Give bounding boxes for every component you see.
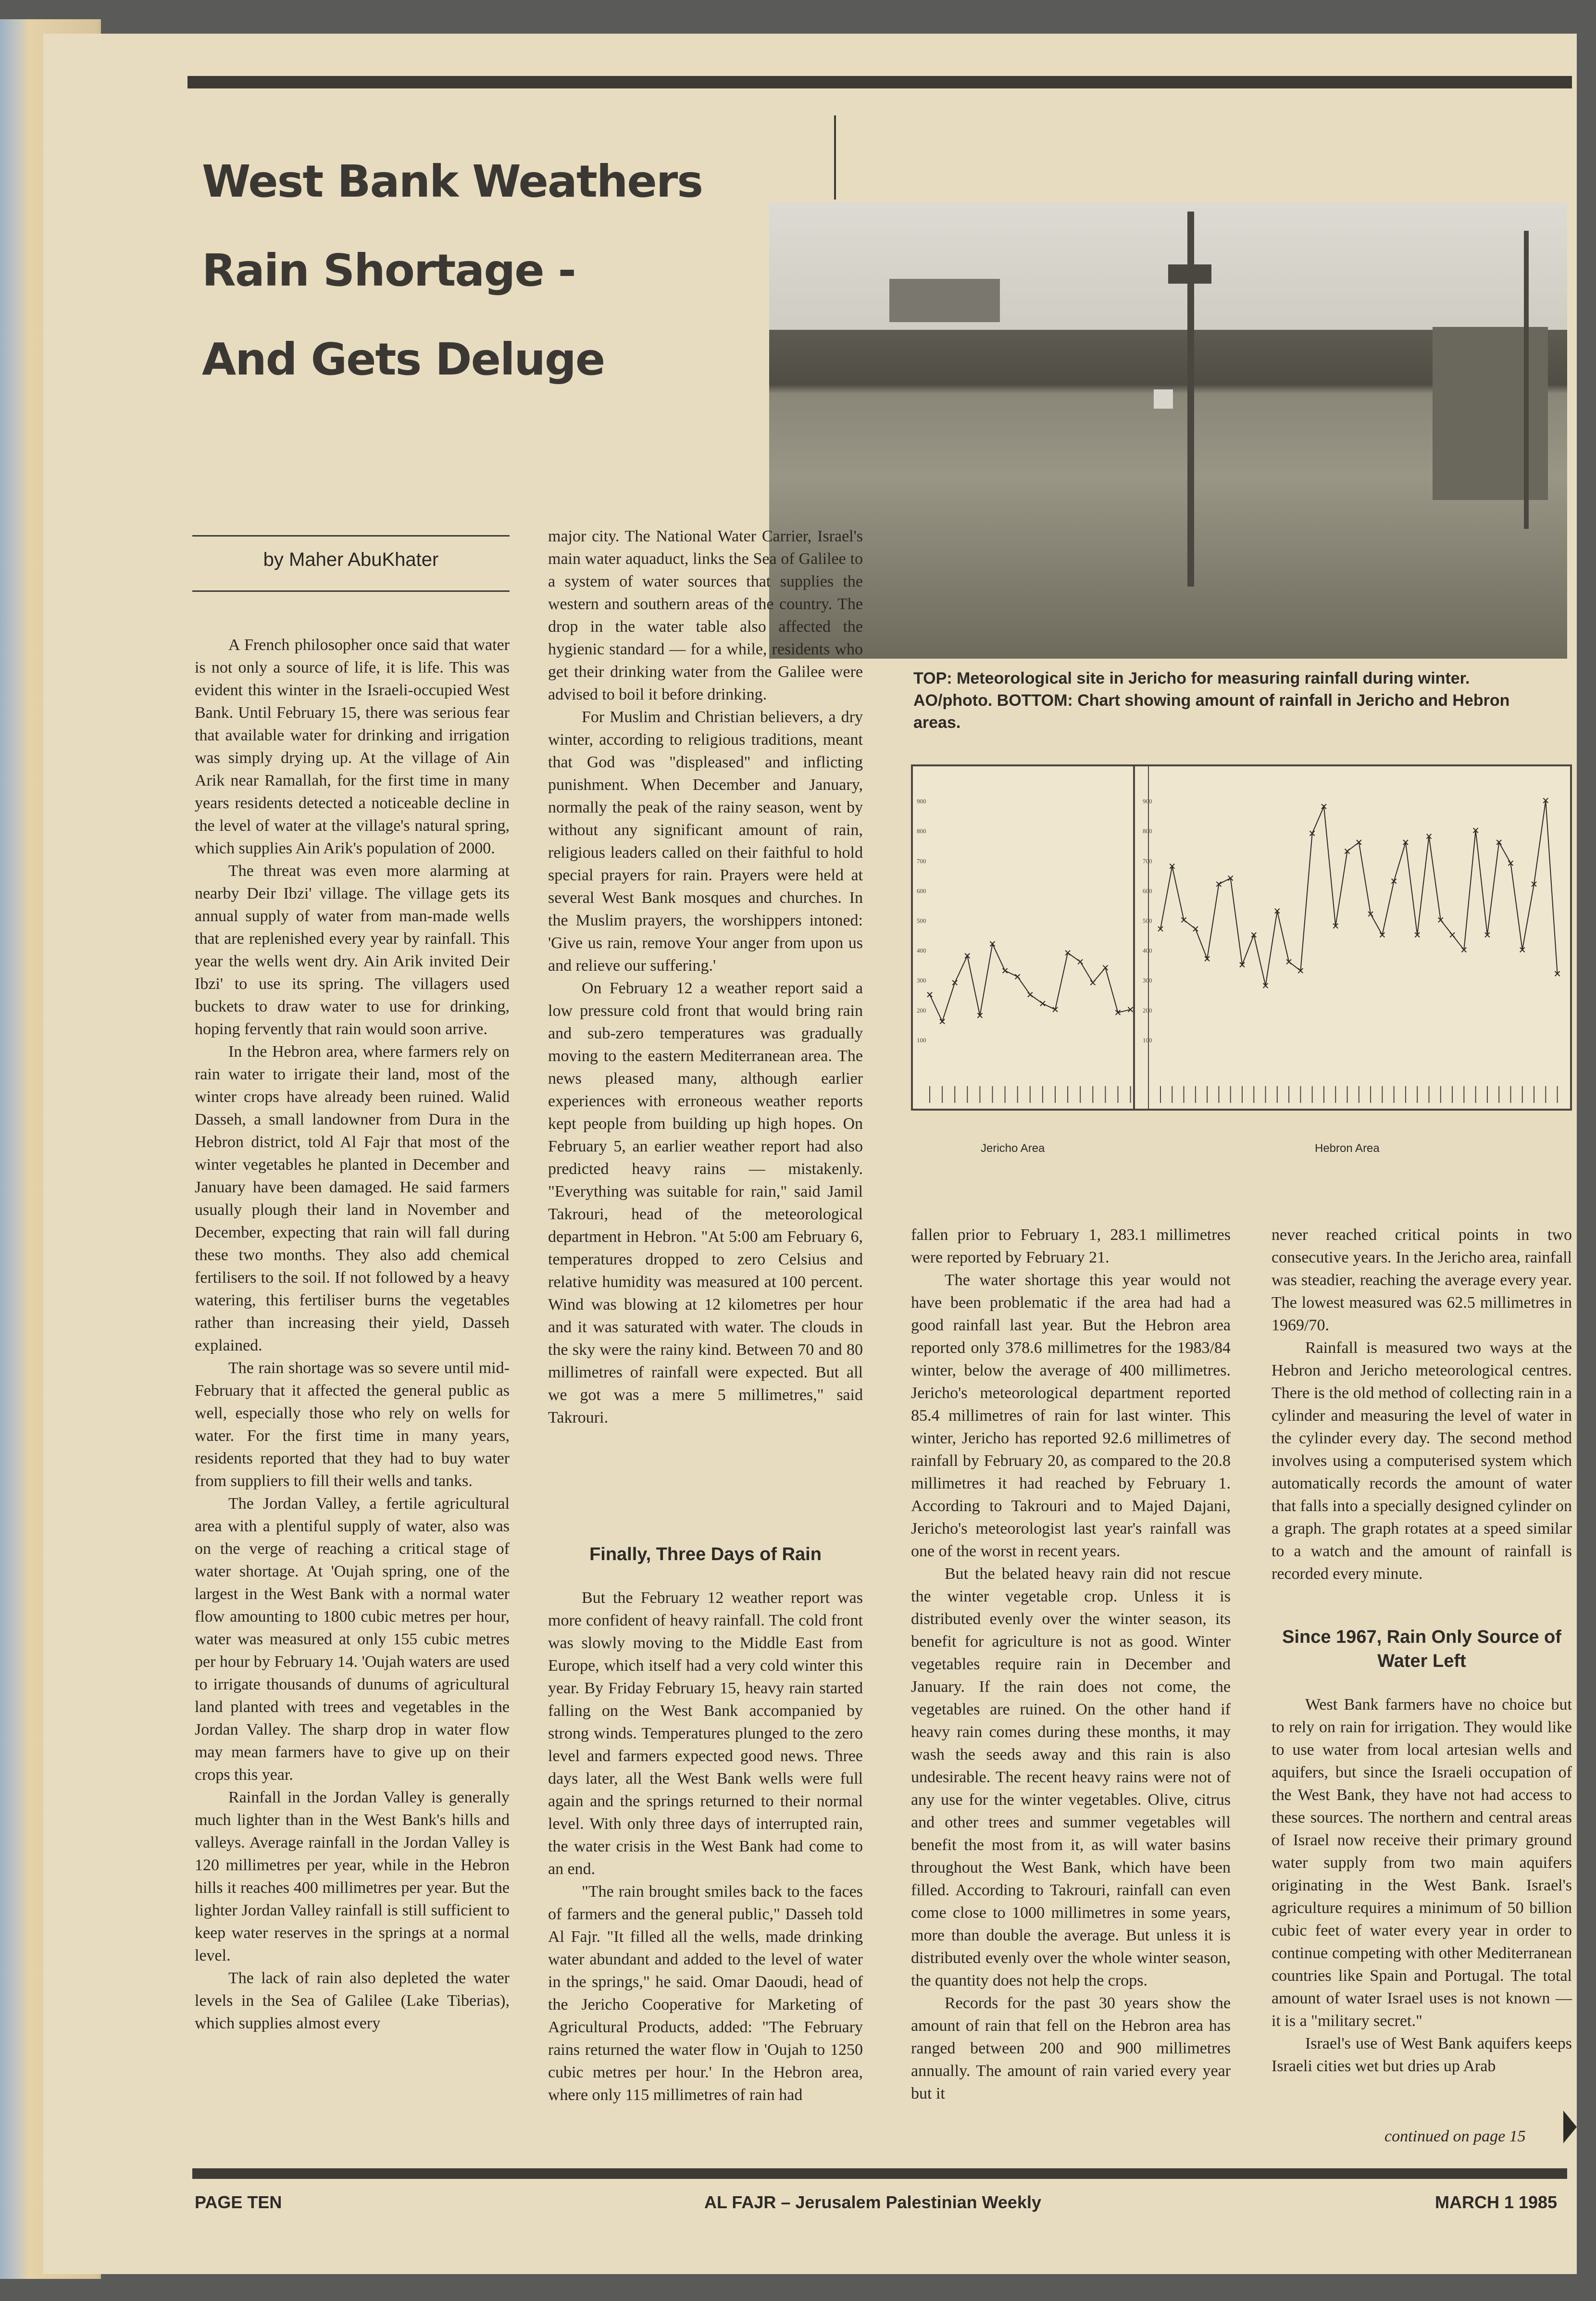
article-column-4-bottom	[1272, 1693, 1572, 2077]
paragraph: The rain shortage was so severe until mid-February that it affected the general public as well, especially those who rely on wells for water. For the first time in many years, residents reported that they had to buy water from suppliers to fill their wells and tanks.	[195, 1359, 510, 1490]
y-tick-label: 500	[917, 917, 926, 925]
paragraph: For Muslim and Christian believers, a dry winter, according to religious traditions, meant that God was "displeased" and inflicting punishment. When December and January, normally the peak of the rainy season, went by without any significant amount of rain, religious leaders called on their faithful to hold special prayers for rain. Prayers were held at several West Bank mosques and churches. In the Muslim prayers, the worshippers intoned: 'Give us rain, remove Your anger from upon us and relieve our suffering.'	[548, 708, 863, 975]
paragraph: On February 12 a weather report said a low pressure cold front that would bring rain and sub-zero temperatures was gradually moving to the eastern Mediterranean area. The news pleased many, although earlier experiences with erroneous weather reports kept people from building up high hopes. On February 5, an earlier weather report had also predicted heavy rains — mistakenly. "Everything was suitable for rain," said Jamil Takrouri, head of the meteorological department in Hebron. "At 5:00 am February 6, temperatures dropped to zero Celsius and relative humidity was measured at 100 percent. Wind was blowing at 12 kilometres per hour and it was saturated with water. The clouds in the sky were the rainy kind. Between 70 and 80 millimetres of rainfall were expected. But all we got was a mere 5 millimetres," said Takrouri.	[548, 979, 863, 1426]
footer-page-number: PAGE TEN	[195, 2192, 282, 2212]
jericho-point	[1090, 980, 1095, 985]
y-tick-label: 200	[917, 1006, 926, 1014]
y-tick-label: 300	[1143, 976, 1152, 984]
meteorological-site-photo	[769, 202, 1567, 659]
y-tick-label: 700	[1143, 857, 1152, 865]
jericho-point	[927, 992, 932, 997]
paragraph: major city. The National Water Carrier, Israel's main water aquaduct, links the Sea of Galilee to a system of water sources that supplies the western and southern areas of the country. The drop in the water table also affected the hygienic standard — for a while, residents who get their drinking water from the Galilee were advised to boil it before drinking.	[548, 527, 863, 703]
y-tick-label: 800	[1143, 827, 1152, 835]
article-column-2-top	[548, 525, 863, 1429]
paragraph: In the Hebron area, where farmers rely on rain water to irrigate their land, most of the winter crops have already been ruined. Walid Dasseh, a small landowner from Dura in the Hebron district, told Al Fajr that most of the winter vegetables he planted in December and January have been damaged. He said farmers usually plough their land in November and December, expecting that rain will fall during these two months. They also add chemical fertilisers to the soil. If not followed by a heavy watering, this fertiliser burns the vegetables rather than increasing their yield, Dasseh explained.	[195, 1043, 510, 1354]
jericho-point	[1078, 959, 1083, 964]
continued-note: continued on page 15	[1384, 2127, 1526, 2145]
hebron-series-line	[1160, 800, 1558, 986]
paragraph: Rainfall is measured two ways at the Hebron and Jericho meteorological centres. There is the old method of collecting rain in a cylinder and measuring the level of water in the cylinder every day. The second method involves using a computerised system which automatically records the amount of water that falls into a specially designed cylinder on a graph. The graph rotates at a speed similar to a watch and the amount of rainfall is recorded every minute.	[1272, 1339, 1572, 1583]
y-tick-label: 600	[917, 887, 926, 895]
paragraph: The Jordan Valley, a fertile agricultural area with a plentiful supply of water, also was on the verge of reaching a critical stage of water shortage. At 'Oujah spring, one of the largest in the West Bank with a normal water flow amounting to 1800 cubic metres per hour, water was measured at only 155 cubic metres per hour by February 14. 'Oujah waters are used to irrigate thousands of dunums of agricultural land planted with trees and vegetables in the Jordan Valley. The sharp drop in water flow may mean farmers have to give up on their crops this year.	[195, 1495, 510, 1784]
footer-date: MARCH 1 1985	[1435, 2192, 1558, 2212]
y-tick-label: 900	[1143, 798, 1152, 805]
y-tick-label: 200	[1143, 1006, 1152, 1014]
top-rule	[187, 76, 1572, 88]
headline-line-2: Rain Shortage -	[202, 245, 575, 296]
jericho-series-line	[930, 944, 1131, 1021]
article-column-1	[195, 634, 510, 2035]
y-tick-label: 800	[917, 827, 926, 835]
article-column-3	[911, 1224, 1231, 2105]
headline-line-3: And Gets Deluge	[202, 334, 605, 385]
jericho-point	[952, 980, 957, 985]
y-tick-label: 100	[1143, 1036, 1152, 1044]
paragraph: never reached critical points in two consecutive years. In the Jericho area, rainfall was steadier, reaching the average every year. The lowest measured was 62.5 millimetres in 1969/70.	[1272, 1226, 1572, 1334]
paragraph: fallen prior to February 1, 283.1 millimetres were reported by February 21.	[911, 1226, 1231, 1266]
footer-publication: AL FAJR – Jerusalem Palestinian Weekly	[704, 2192, 1041, 2212]
paragraph: Israel's use of West Bank aquifers keeps Israeli cities wet but dries up Arab	[1272, 2035, 1572, 2075]
continue-arrow-icon	[1563, 2111, 1577, 2143]
paragraph: But the belated heavy rain did not rescue the winter vegetable crop. Unless it is distributed evenly over the winter season, its benefit for agriculture is not as good. Winter vegetables require rain in December and January. If the rain does not come, the vegetables are ruined. On the other hand if heavy rain comes during these months, it may wash the seeds away and this rain is also undesirable. The recent heavy rains were not of any use for the winter vegetables. Olive, citrus and other trees and summer vegetables will benefit the most from it, as will water basins throughout the West Bank, which have been filled. According to Takrouri, rainfall can even come close to 1000 millimetres in some years, more than double the average. But unless it is distributed evenly over the whole winter season, the quantity does not help the crops.	[911, 1565, 1231, 1989]
paragraph: Records for the past 30 years show the amount of rain that fell on the Hebron area has ranged between 200 and 900 millimetres annually. The amount of rain varied every year but it	[911, 1994, 1231, 2102]
subhead-finally: Finally, Three Days of Rain	[589, 1544, 822, 1564]
hebron-point	[1193, 926, 1198, 931]
hebron-panel-label: Hebron Area	[1315, 1142, 1380, 1155]
paragraph: The water shortage this year would not have been problematic if the area had had a good rainfall last year. But the Hebron area reported only 378.6 millimetres for the 1983/84 winter, below the average of 400 millimetres. Jericho's meteorological department reported 85.4 millimetres of rain for last winter. This winter, Jericho has reported 92.6 millimetres of rainfall by February 20, as compared to the 20.8 millimetres it had reached by February 1. According to Takrouri and to Majed Dajani, Jericho's meteorologist last year's rainfall was one of the worst in recent years.	[911, 1271, 1231, 1560]
jericho-point	[940, 1019, 945, 1024]
jericho-panel-label: Jericho Area	[981, 1142, 1045, 1155]
headline-divider	[834, 115, 836, 200]
headline-line-1: West Bank Weathers	[202, 156, 702, 207]
headline	[202, 137, 841, 404]
y-tick-label: 100	[917, 1036, 926, 1044]
rainfall-chart	[911, 764, 1572, 1111]
y-tick-label: 400	[917, 947, 926, 954]
article-column-2-bottom	[548, 1587, 863, 2106]
y-tick-label: 600	[1143, 887, 1152, 895]
byline-box	[192, 535, 510, 592]
paragraph: A French philosopher once said that water is not only a source of life, it is life. This was evident this winter in the Israeli-occupied West Bank. Until February 15, there was serious fear that available water for drinking and irrigation was simply drying up. At the village of Ain Arik near Ramallah, for the first time in many years residents detected a noticeable decline in the level of water at the village's natural spring, which supplies Ain Arik's population of 2000.	[195, 636, 510, 857]
paragraph: The threat was even more alarming at nearby Deir Ibzi' village. The village gets its annual supply of water from man-made wells that are replenished every year by rainfall. This year the wells went dry. Ain Arik invited Deir Ibzi' to use its spring. The villagers used buckets to draw water to use for drinking, hoping fervently that rain would soon arrive.	[195, 862, 510, 1038]
y-tick-label: 900	[917, 798, 926, 805]
jericho-point	[1015, 974, 1020, 979]
y-tick-label: 300	[917, 976, 926, 984]
jericho-point	[1028, 992, 1033, 997]
paragraph: But the February 12 weather report was more confident of heavy rainfall. The cold front was slowly moving to the Middle East from Europe, which itself had a very cold winter this year. By Friday February 15, heavy rain started falling on the West Bank accompanied by strong winds. Temperatures plunged to the zero level and farmers expected good news. Three days later, all the West Bank wells were full again and the springs returned to their normal level. With only three days of interrupted rain, the water crisis in the West Bank had come to an end.	[548, 1589, 863, 1878]
paragraph: Rainfall in the Jordan Valley is generally much lighter than in the West Bank's hills and valleys. Average rainfall in the Jordan Valley is 120 millimetres per year, while in the Hebron hills it reaches 400 millimetres per year. But the lighter Jordan Valley rainfall is still sufficient to keep water reserves in the springs at a normal level.	[195, 1788, 510, 1964]
paragraph: West Bank farmers have no choice but to rely on rain for irrigation. They would like to use water from local artesian wells and aquifers, but since the Israeli occupation of the West Bank, they have not had access to these sources. The northern and central areas of Israel now receive their primary ground water supply from two main aquifers originating in the West Bank. Israel's agriculture requires a minimum of 50 billion cubic feet of water every year in order to continue competing with other Mediterranean countries like Spain and Portugal. The total amount of water Israel uses is not known — it is a "military secret."	[1272, 1696, 1572, 2030]
hebron-point	[1450, 933, 1455, 938]
photo-caption: TOP: Meteorological site in Jericho for measuring rainfall during winter. AO/photo. BOTTOM: Chart showing amount of rainfall in Jericho and Hebron areas.	[913, 669, 1510, 732]
bottom-rule	[192, 2168, 1567, 2179]
rainfall-chart-svg	[913, 766, 1570, 1109]
y-tick-label: 500	[1143, 917, 1152, 925]
subhead-since-1967: Since 1967, Rain Only Source of Water Left	[1282, 1627, 1561, 1671]
y-tick-label: 700	[917, 857, 926, 865]
jericho-point	[1003, 968, 1008, 973]
article-column-4-top	[1272, 1224, 1572, 1585]
byline: by Maher AbuKhater	[263, 549, 439, 570]
paragraph: The lack of rain also depleted the water levels in the Sea of Galilee (Lake Tiberias), which supplies almost every	[195, 1969, 510, 2032]
jericho-point	[1040, 1001, 1045, 1006]
y-tick-label: 400	[1143, 947, 1152, 954]
paragraph: "The rain brought smiles back to the faces of farmers and the general public," Dasseh told Al Fajr. "It filled all the wells, made drinking water abundant and added to the level of water in the springs," he said. Omar Daoudi, head of the Jericho Cooperative for Marketing of Agricultural Products, added: "The February rains returned the water flow in 'Oujah to 1250 cubic metres per hour.' In the Hebron area, where only 115 millimetres of rain had	[548, 1883, 863, 2104]
